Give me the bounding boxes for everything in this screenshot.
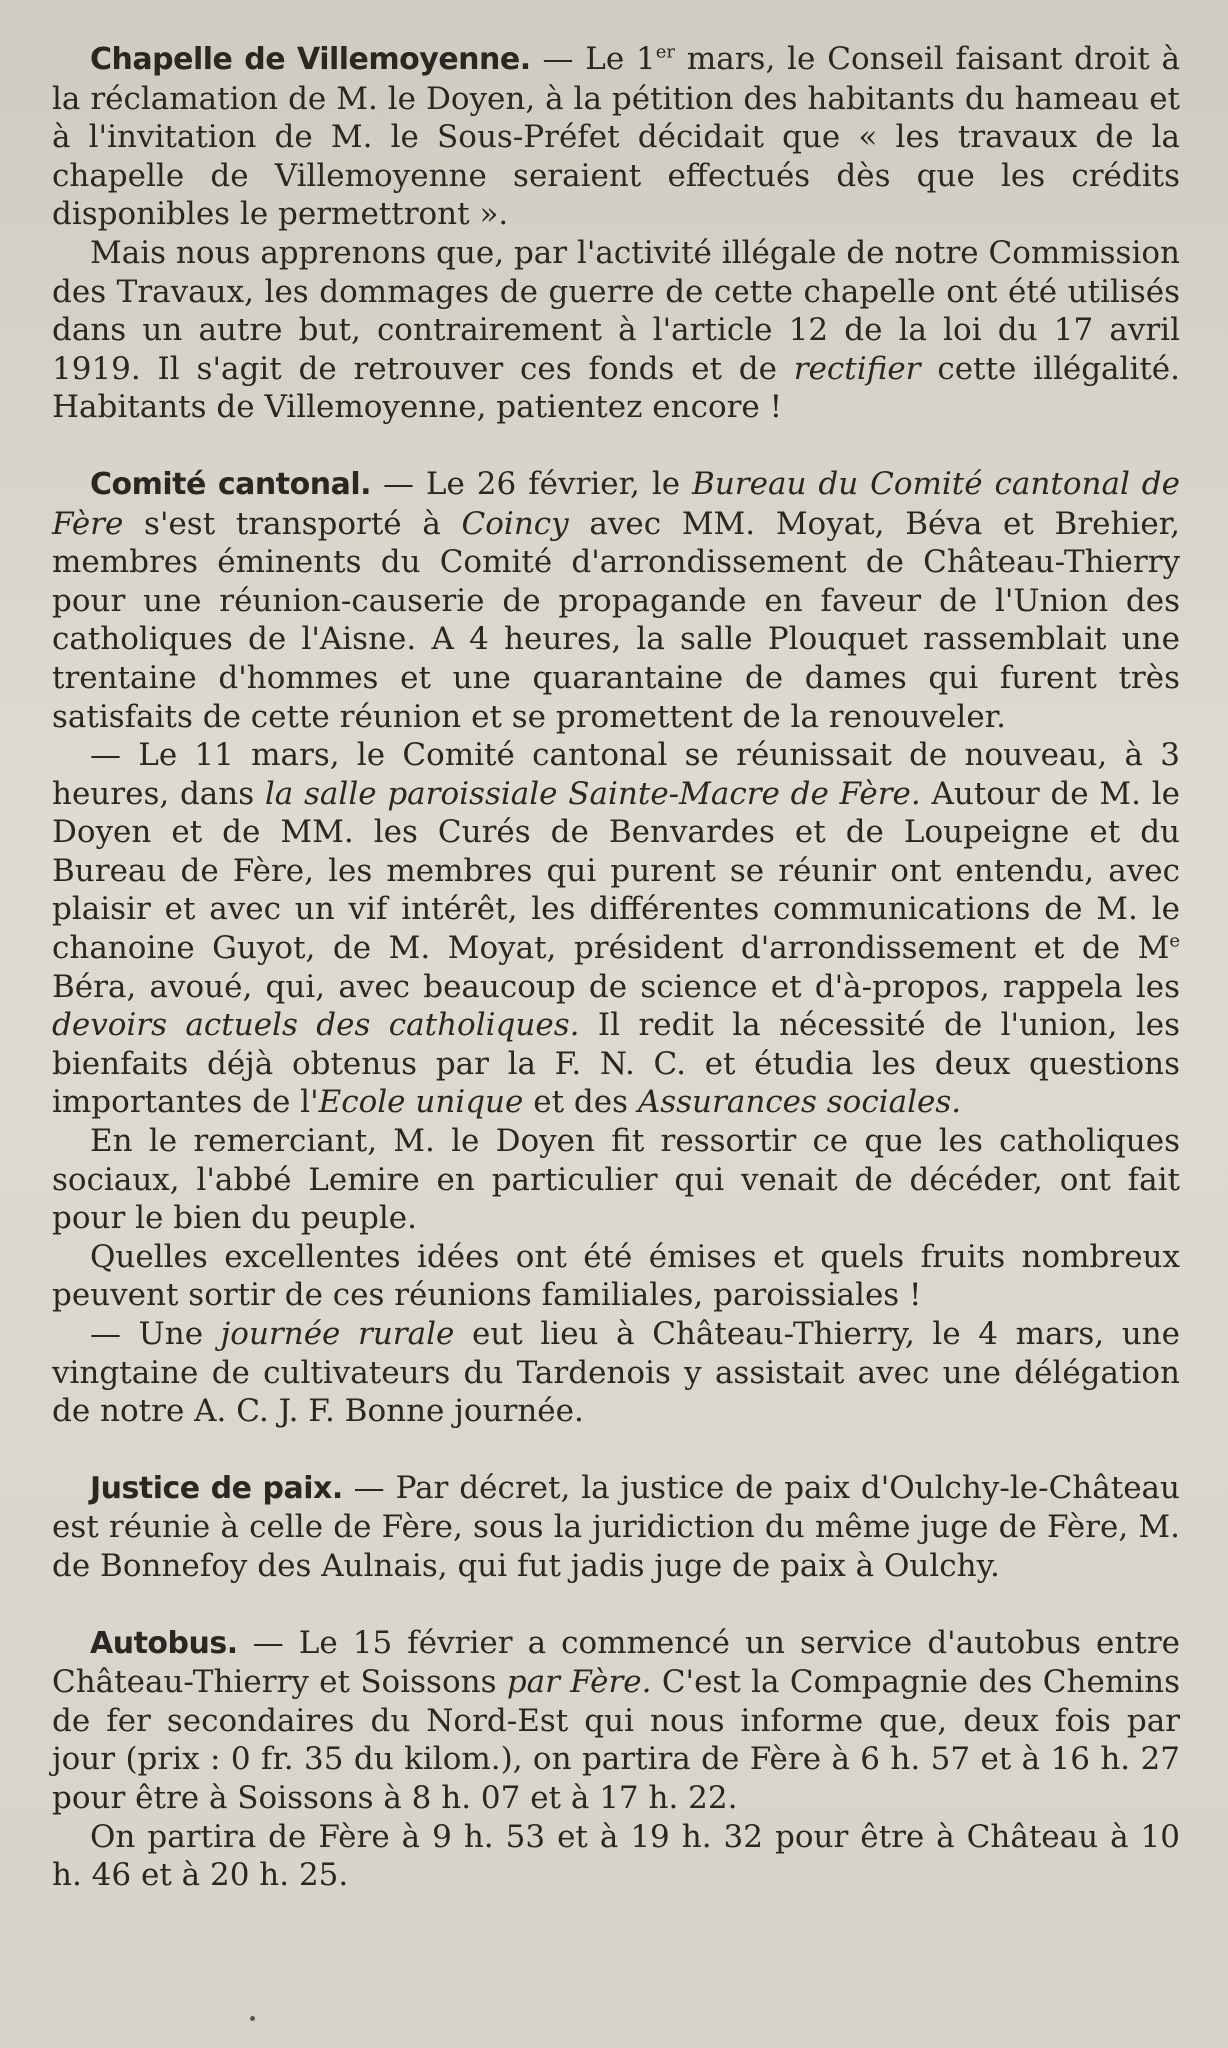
section-heading: Autobus.	[90, 1625, 238, 1661]
section-heading: Comité cantonal.	[90, 466, 372, 502]
text-run: Quelles excellentes idées ont été émises et quels fruits nombreux peuvent sortir de ces réunions familiales, paroissiales !	[52, 1238, 1180, 1314]
text-run: mars, le Conseil faisant droit à la réclamation de M. le Doyen, à la pétition des habitants du hameau et à l'invitation de M. le Sous-Préfet décidait que « les travaux de la chapelle de Villemoyenne seraient effectués dès que les crédits disponibles le permettront ».	[52, 41, 1180, 233]
text-run: cette illégalité. Habitants de Villemoyenne, patientez encore !	[52, 350, 1181, 426]
superscript: er	[655, 41, 676, 63]
text-run: Il redit la nécessité de l'union, les bienfaits déjà obtenus par la F. N. C. et étudia les deux questions importantes de l'	[52, 1007, 1180, 1121]
paragraph	[52, 465, 1180, 736]
italic-text: la salle paroissiale Sainte-Macre de Fère.	[264, 775, 921, 812]
article-body	[52, 40, 1180, 1895]
text-run: s'est transporté à	[123, 505, 462, 542]
superscript: e	[1169, 930, 1180, 952]
text-run: et des	[523, 1084, 638, 1121]
italic-text: Assurances sociales.	[637, 1084, 962, 1121]
italic-text: Bureau du Comité cantonal de Fère	[52, 465, 1180, 542]
text-run: On partira de Fère à 9 h. 53 et à 19 h. 32 pour être à Château à 10 h. 46 et à 20 h. 25.	[52, 1818, 1180, 1894]
text-run: — Le 26 février, le	[371, 465, 693, 502]
paragraph	[52, 736, 1180, 1122]
section-1	[52, 40, 1180, 427]
text-run: — Une	[90, 1316, 221, 1352]
text-run: Autour de M. le Doyen et de MM. les Curés de Benvardes et de Loupeigne et du Bureau de Fère, les membres qui purent se réunir ont entendu, avec plaisir et avec un vif intérêt, les différentes communications de M. le chanoine Guyot, de M. Moyat, président d'arrondissement et de M	[52, 775, 1180, 967]
paragraph	[52, 1122, 1180, 1238]
italic-text: Coincy	[461, 505, 569, 542]
section-heading: Chapelle de Villemoyenne.	[90, 42, 531, 77]
paragraph	[52, 40, 1180, 234]
paragraph	[52, 1818, 1180, 1895]
italic-text: rectifier	[793, 350, 921, 387]
paragraph	[52, 1624, 1180, 1818]
section-3	[52, 1469, 1180, 1586]
section-heading: Justice de paix.	[90, 1470, 343, 1506]
text-run: avec MM. Moyat, Béva et Brehier, membres éminents du Comité d'arrondissement de Château-Thierry pour une réunion-causerie de propagande en faveur de l'Union des catholiques de l'Aisne. A 4 heures, la salle Plouquet rassemblait une trentaine d'hommes et une quarantaine de dames qui furent très satisfaits de cette réunion et se promettent de la renouveler.	[52, 505, 1180, 735]
text-run: eut lieu à Château-Thierry, le 4 mars, une vingtaine de cultivateurs du Tardenois y assistait avec une délégation de notre A. C. J. F. Bonne journée.	[52, 1316, 1180, 1430]
paragraph	[52, 1315, 1180, 1431]
italic-text: Ecole unique	[318, 1084, 524, 1121]
text-run: Béra, avoué, qui, avec beaucoup de science et d'à-propos, rappela les	[52, 968, 1180, 1005]
section-4	[52, 1624, 1180, 1895]
text-run: Mais nous apprenons que, par l'activité illégale de notre Commission des Travaux, les dommages de guerre de cette chapelle ont été utilisés dans un autre but, contrairement à l'article 12 de la loi du 17 avril 1919. Il s'agit de retrouver ces fonds et de	[52, 234, 1180, 387]
paragraph	[52, 234, 1180, 427]
text-run: — Le 15 février a commencé un service d'autobus entre Château-Thierry et Soissons	[52, 1624, 1180, 1701]
text-run: En le remerciant, M. le Doyen fit ressortir ce que les catholiques sociaux, l'abbé Lemire en particulier qui venait de décéder, ont fait pour le bien du peuple.	[52, 1123, 1180, 1237]
text-run: — Le 11 mars, le Comité cantonal se réunissait de nouveau, à 3 heures, dans	[52, 737, 1180, 812]
text-run: — Le 1	[530, 41, 656, 77]
italic-text: devoirs actuels des catholiques.	[52, 1007, 580, 1044]
text-run: — Par décret, la justice de paix d'Oulchy-le-Château est réunie à celle de Fère, sous la juridiction du même juge de Fère, M. de Bonnefoy des Aulnais, qui fut jadis juge de paix à Oulchy.	[52, 1469, 1180, 1584]
section-2	[52, 465, 1180, 1431]
paragraph	[52, 1469, 1180, 1586]
end-mark	[250, 2016, 255, 2021]
italic-text: par Fère.	[506, 1664, 652, 1701]
italic-text: journée rurale	[220, 1316, 455, 1352]
paragraph	[52, 1238, 1180, 1315]
text-run: C'est la Compagnie des Chemins de fer secondaires du Nord-Est qui nous informe que, deux fois par jour (prix : 0 fr. 35 du kilom.), on partira de Fère à 6 h. 57 et à 16 h. 27 pour être à Soissons à 8 h. 07 et à 17 h. 22.	[52, 1664, 1181, 1816]
